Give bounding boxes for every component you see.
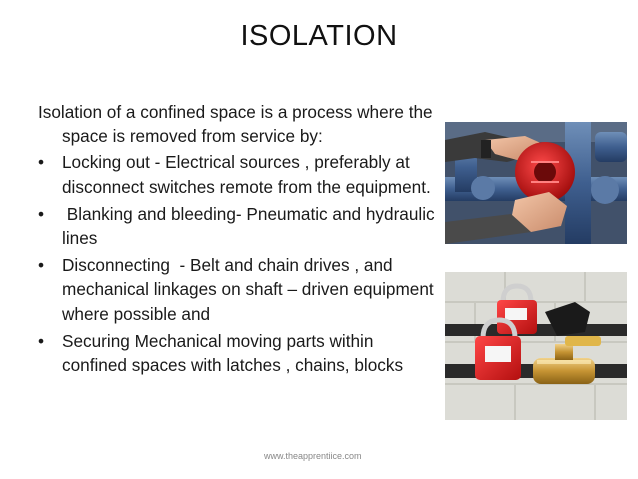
- bullet-text: Securing Mechanical moving parts within confined spaces with latches , chains, blocks: [62, 330, 404, 376]
- bullet-icon: •: [38, 255, 45, 276]
- valve-lockout-photo: [445, 122, 627, 244]
- slide-body: [38, 100, 438, 380]
- bullet-text: Locking out - Electrical sources , preferably at disconnect switches remote from the equipment.: [62, 152, 431, 197]
- bullet-icon: •: [38, 203, 45, 224]
- bullet-list: [38, 150, 438, 377]
- bullet-item: [38, 253, 438, 326]
- bullet-item: [38, 202, 438, 250]
- footer-url: www.theapprentiice.com: [264, 451, 362, 461]
- bullet-item: [38, 329, 438, 377]
- bullet-text: Disconnecting - Belt and chain drives , and mechanical linkages on shaft – driven equipment where possible and: [62, 255, 439, 324]
- slide-title: ISOLATION: [240, 20, 398, 52]
- bullet-text: Blanking and bleeding- Pneumatic and hydraulic lines: [62, 203, 440, 249]
- intro-paragraph: Isolation of a confined space is a process where the space is removed from service by:: [38, 102, 433, 147]
- bullet-item: [38, 150, 438, 198]
- padlock-valve-photo: [445, 272, 627, 420]
- bullet-icon: •: [38, 330, 45, 351]
- bullet-icon: •: [38, 152, 45, 173]
